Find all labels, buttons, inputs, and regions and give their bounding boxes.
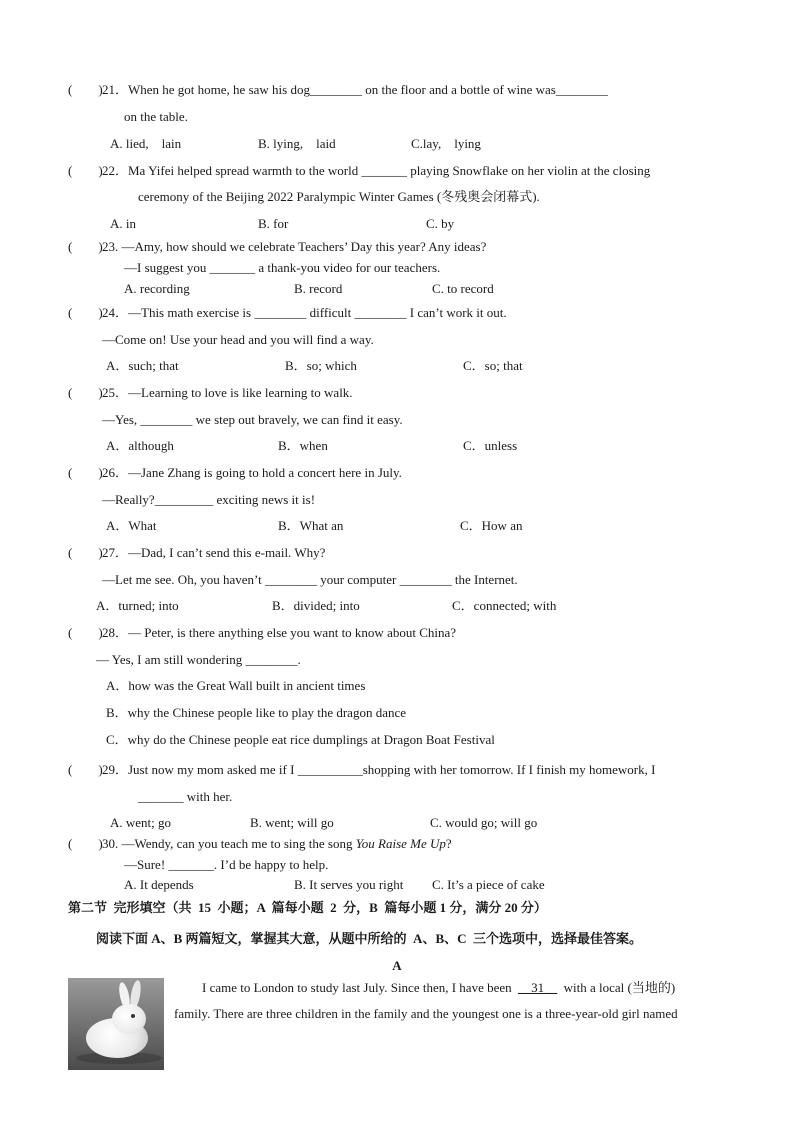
question-text: ceremony of the Beijing 2022 Paralympic Winter Games (冬残奥会闭幕式).: [138, 189, 540, 204]
question-text: 23. —Amy, how should we celebrate Teachers’ Day this year? Any ideas?: [102, 239, 487, 254]
answer-paren[interactable]: ( ): [68, 762, 103, 777]
question-text: _______ with her.: [138, 789, 233, 804]
question-text: —Come on! Use your head and you will find a way.: [102, 332, 374, 347]
option-b[interactable]: B. lying, laid: [258, 136, 336, 151]
answer-paren[interactable]: ( ): [68, 305, 103, 320]
question-text: 29．Just now my mom asked me if I __________shopping with her tomorrow. If I finish my homework, I: [102, 762, 656, 777]
answer-paren[interactable]: ( ): [68, 465, 103, 480]
answer-paren[interactable]: ( ): [68, 163, 103, 178]
option-b[interactable]: B．so; which: [285, 358, 357, 373]
option-a[interactable]: A．how was the Great Wall built in ancient times: [106, 678, 366, 693]
question-text: —Let me see. Oh, you haven’t ________ your computer ________ the Internet.: [102, 572, 518, 587]
question-text: — Yes, I am still wondering ________.: [96, 652, 301, 667]
option-b[interactable]: B. It serves you right: [294, 877, 404, 892]
question-text: 24．—This math exercise is ________ difficult ________ I can’t work it out.: [102, 305, 507, 320]
option-a[interactable]: A．although: [106, 438, 174, 453]
answer-paren[interactable]: ( ): [68, 82, 103, 97]
question-mark: ?: [445, 836, 452, 851]
passage-label: A: [392, 958, 402, 973]
option-b[interactable]: B. record: [294, 281, 343, 296]
question-text: 22．Ma Yifei helped spread warmth to the world _______ playing Snowflake on her violin at the closing: [102, 163, 651, 178]
option-c[interactable]: C. would go; will go: [430, 815, 538, 830]
option-b[interactable]: B．when: [278, 438, 328, 453]
answer-paren[interactable]: ( ): [68, 545, 103, 560]
answer-paren[interactable]: ( ): [68, 625, 103, 640]
question-stem: 30. —Wendy, can you teach me to sing the song: [102, 836, 356, 851]
question-text: —Really?_________ exciting news it is!: [102, 492, 316, 507]
option-a[interactable]: A．What: [106, 518, 157, 533]
option-a[interactable]: A. went; go: [110, 815, 172, 830]
question-text: 26．—Jane Zhang is going to hold a concert here in July.: [102, 465, 402, 480]
option-c[interactable]: C．How an: [460, 518, 523, 533]
blank-31[interactable]: __31__: [518, 980, 558, 995]
option-a[interactable]: A．such; that: [106, 358, 179, 373]
passage-line-1: [202, 980, 675, 996]
option-a[interactable]: A. recording: [124, 281, 190, 296]
option-c[interactable]: C．why do the Chinese people eat rice dumplings at Dragon Boat Festival: [106, 732, 495, 747]
question-text: 25．—Learning to love is like learning to walk.: [102, 385, 353, 400]
option-b[interactable]: B. went; will go: [250, 815, 334, 830]
option-a[interactable]: A. lied, lain: [110, 136, 182, 151]
option-c[interactable]: C．connected; with: [452, 598, 557, 613]
question-text: —I suggest you _______ a thank-you video for our teachers.: [124, 260, 441, 275]
option-b[interactable]: B．why the Chinese people like to play the dragon dance: [106, 705, 407, 720]
option-c[interactable]: C. by: [426, 216, 455, 231]
song-title: You Raise Me Up: [355, 836, 446, 851]
option-c[interactable]: C．so; that: [463, 358, 523, 373]
rabbit-photo-icon: [68, 978, 164, 1070]
option-c[interactable]: C.lay, lying: [411, 136, 481, 151]
passage-text: I came to London to study last July. Since then, I have been: [202, 980, 519, 995]
option-c[interactable]: C. to record: [432, 281, 494, 296]
option-b[interactable]: B. for: [258, 216, 289, 231]
answer-paren[interactable]: ( ): [68, 836, 103, 851]
option-c[interactable]: C. It’s a piece of cake: [432, 877, 545, 892]
question-text: —Yes, ________ we step out bravely, we can find it easy.: [102, 412, 403, 427]
section-heading: 第二节 完形填空（共 15 小题；A 篇每小题 2 分，B 篇每小题 1 分，满分 20 分）: [68, 900, 547, 915]
answer-paren[interactable]: ( ): [68, 239, 103, 254]
passage-text: with a local (当地的): [557, 980, 676, 995]
question-text: —Sure! _______. I’d be happy to help.: [124, 857, 329, 872]
option-a[interactable]: A．turned; into: [96, 598, 179, 613]
question-text: [102, 836, 452, 852]
option-b[interactable]: B．What an: [278, 518, 344, 533]
question-text: 28．— Peter, is there anything else you want to know about China?: [102, 625, 457, 640]
section-instruction: 阅读下面 A、B 两篇短文，掌握其大意，从题中所给的 A、B、C 三个选项中，选择最佳答案。: [96, 931, 643, 946]
passage-line-2: family. There are three children in the family and the youngest one is a three-year-old girl named: [174, 1006, 678, 1021]
answer-paren[interactable]: ( ): [68, 385, 103, 400]
option-b[interactable]: B．divided; into: [272, 598, 360, 613]
option-c[interactable]: C．unless: [463, 438, 518, 453]
option-a[interactable]: A. It depends: [124, 877, 194, 892]
question-text: 27．—Dad, I can’t send this e-mail. Why?: [102, 545, 326, 560]
question-text: 21．When he got home, he saw his dog________ on the floor and a bottle of wine was________: [102, 82, 608, 97]
option-a[interactable]: A. in: [110, 216, 136, 231]
question-text: on the table.: [124, 109, 188, 124]
